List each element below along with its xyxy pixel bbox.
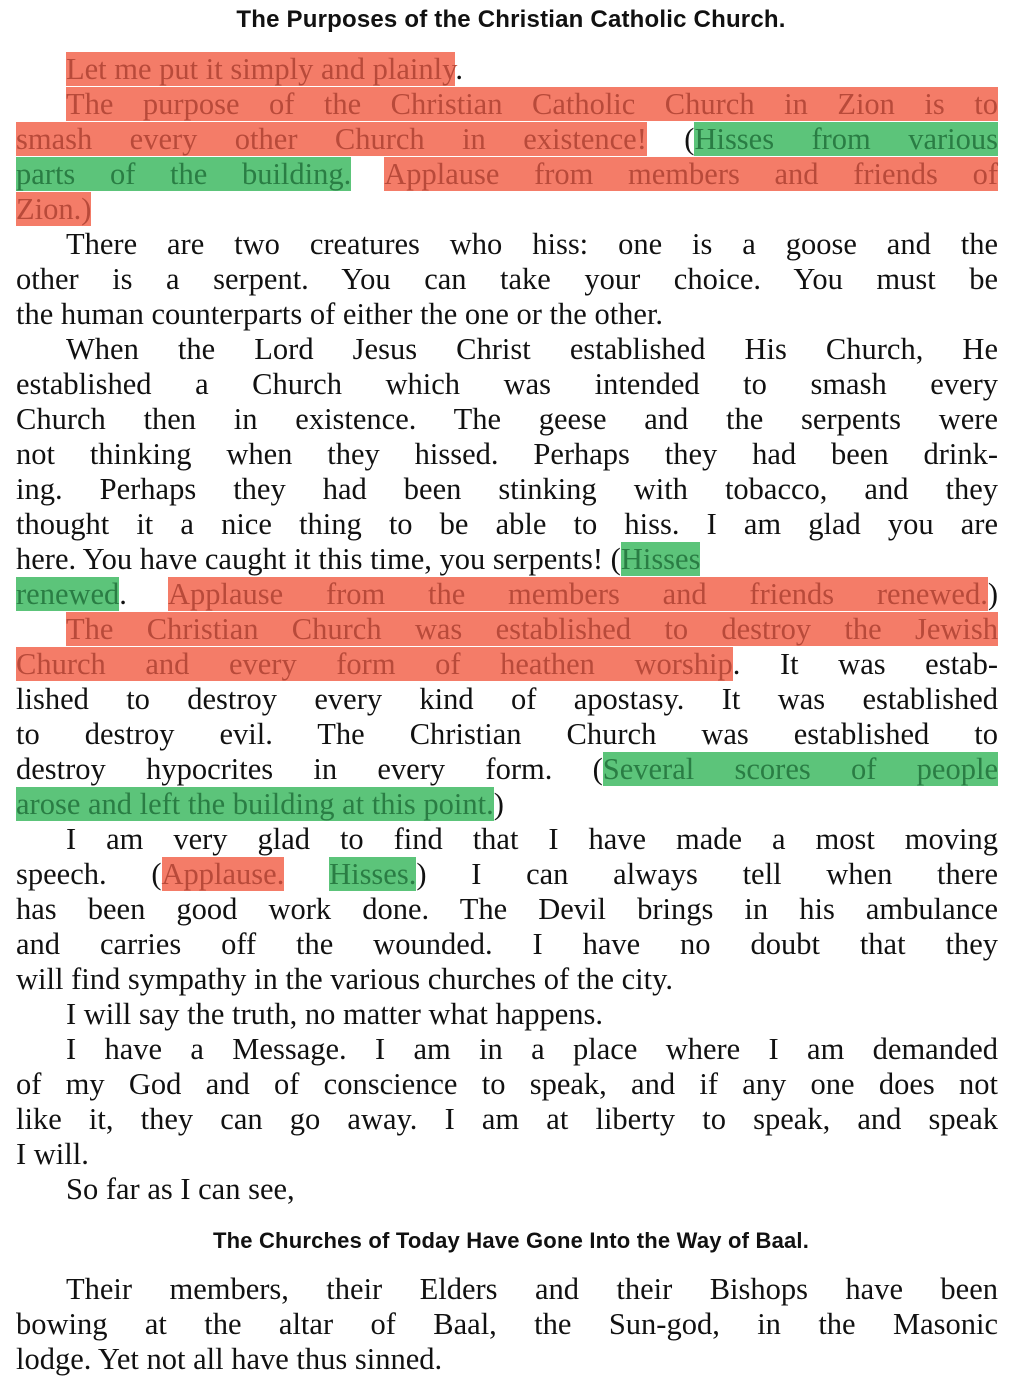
text-line	[16, 647, 998, 682]
text-span: So far as I can see,	[66, 1172, 295, 1206]
text-span: ) I can always tell when there	[416, 857, 999, 891]
highlight-green: parts of the building.	[16, 157, 352, 191]
text-span: lodge. Yet not all have thus sinned.	[16, 1342, 443, 1376]
text-line	[16, 1102, 998, 1137]
text-line	[16, 787, 998, 822]
text-line	[16, 437, 998, 472]
highlight-green: renewed	[16, 577, 120, 611]
text-line	[16, 857, 998, 892]
text-line	[16, 717, 998, 752]
text-line	[16, 752, 998, 787]
text-span: I will say the truth, no matter what happens.	[66, 997, 604, 1031]
text-span: to destroy evil. The Christian Church was established to	[16, 717, 998, 751]
text-line	[16, 227, 998, 262]
text-line	[16, 1067, 998, 1102]
text-line	[16, 927, 998, 962]
text-line	[16, 367, 998, 402]
section-heading-2: The Churches of Today Have Gone Into the Way of Baal.	[212, 1228, 810, 1253]
text-span: . It was estab-	[732, 647, 998, 681]
text-span: has been good work done. The Devil brings in his ambulance	[16, 892, 998, 926]
text-span: will find sympathy in the various churches of the city.	[16, 962, 674, 996]
text-span: (	[646, 122, 695, 156]
text-line	[16, 1272, 998, 1307]
text-span: When the Lord Jesus Christ established His Church, He	[66, 332, 998, 366]
text-span: thought it a nice thing to be able to hiss. I am glad you are	[16, 507, 998, 541]
text-span: and carries off the wounded. I have no doubt that they	[16, 927, 998, 961]
text-span: .	[455, 52, 464, 86]
text-span: Their members, their Elders and their Bishops have been	[66, 1272, 998, 1306]
text-span: destroy hypocrites in every form. (	[16, 752, 603, 786]
text-span: There are two creatures who hiss: one is a goose and the	[66, 227, 998, 261]
text-span: )	[987, 577, 998, 611]
text-line	[16, 612, 998, 647]
highlight-red: Church and every form of heathen worship	[16, 647, 733, 681]
highlight-red: The purpose of the Christian Catholic Church in Zion is to	[66, 87, 998, 121]
text-line	[16, 542, 998, 577]
highlight-red: Let me put it simply and plainly	[66, 52, 456, 86]
text-span: not thinking when they hissed. Perhaps they had been drink-	[16, 437, 998, 471]
text-line	[16, 52, 998, 87]
section-heading: The Purposes of the Christian Catholic Church.	[236, 6, 786, 33]
highlight-green: arose and left the building at this point.	[16, 787, 494, 821]
text-span: ing. Perhaps they had been stinking with tobacco, and they	[16, 472, 998, 506]
text-line	[16, 577, 998, 612]
highlight-green: Hisses	[620, 542, 701, 576]
highlight-red: Zion.)	[16, 192, 92, 226]
text-line	[16, 157, 998, 192]
text-span: I have a Message. I am in a place where I am demanded	[66, 1032, 998, 1066]
text-line	[16, 1342, 998, 1377]
text-span: like it, they can go away. I am at liberty to speak, and speak	[16, 1102, 998, 1136]
text-line	[16, 87, 998, 122]
highlight-red: Applause from members and friends of	[384, 157, 998, 191]
text-line	[16, 682, 998, 717]
text-line	[16, 892, 998, 927]
text-line	[16, 1307, 998, 1342]
text-line	[16, 332, 998, 367]
text-line	[16, 962, 998, 997]
text-span: of my God and of conscience to speak, and if any one does not	[16, 1067, 998, 1101]
text-line	[16, 192, 998, 227]
text-span: speech. (	[16, 857, 162, 891]
text-line	[16, 1032, 998, 1067]
text-span: Church then in existence. The geese and the serpents were	[16, 402, 998, 436]
text-line	[16, 122, 998, 157]
text-span: I will.	[16, 1137, 89, 1171]
text-span: I am very glad to find that I have made a most moving	[66, 822, 998, 856]
text-line	[16, 262, 998, 297]
text-line	[16, 997, 998, 1032]
text-span: the human counterparts of either the one or the other.	[16, 297, 664, 331]
text-line	[16, 402, 998, 437]
highlight-red: Applause from the members and friends renewed.	[168, 577, 988, 611]
highlight-red: Applause.	[161, 857, 285, 891]
highlight-red: The Christian Church was established to destroy the Jewish	[66, 612, 998, 646]
text-span: .	[119, 577, 169, 611]
text-span: here. You have caught it this time, you serpents! (	[16, 542, 621, 576]
text-span: other is a serpent. You can take your choice. You must be	[16, 262, 998, 296]
highlight-green: Hisses.	[329, 857, 417, 891]
text-line	[16, 822, 998, 857]
text-span: established a Church which was intended to smash every	[16, 367, 998, 401]
text-line	[16, 1172, 998, 1207]
text-line	[16, 1137, 998, 1172]
text-line	[16, 472, 998, 507]
text-span: lished to destroy every kind of apostasy. It was established	[16, 682, 998, 716]
highlight-green: Several scores of people	[602, 752, 998, 786]
text-span: bowing at the altar of Baal, the Sun-god, in the Masonic	[16, 1307, 998, 1341]
text-span: )	[493, 787, 504, 821]
text-span	[284, 857, 329, 891]
text-line	[16, 297, 998, 332]
text-span	[351, 157, 384, 191]
text-line	[16, 507, 998, 542]
highlight-green: Hisses from various	[694, 122, 998, 156]
highlight-red: smash every other Church in existence!	[16, 122, 647, 156]
